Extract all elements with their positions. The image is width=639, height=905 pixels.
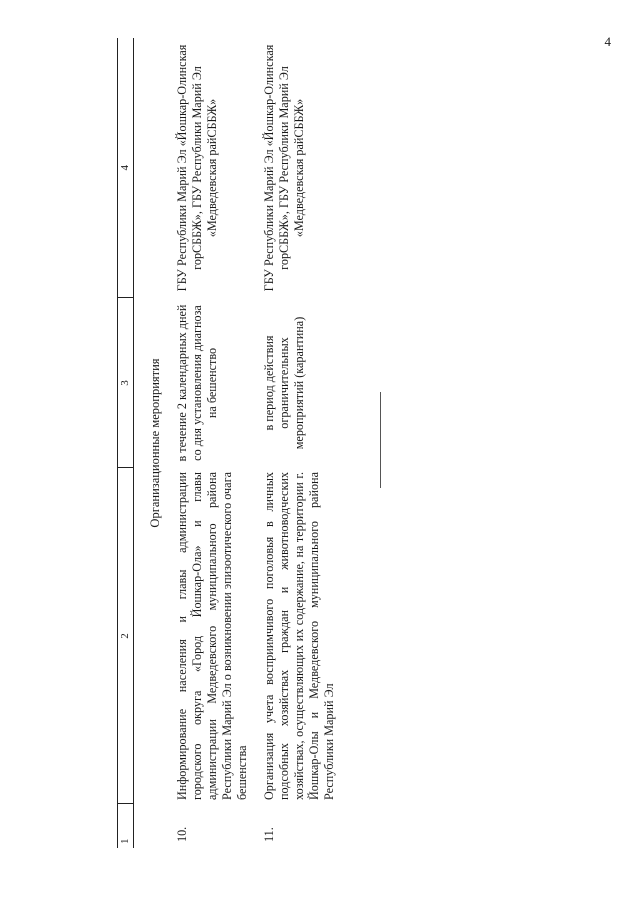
row-number: 10. <box>175 826 189 842</box>
row-responsible: ГБУ Республики Марий Эл «Йошкар-Олинская горСББЖ», ГБУ Республики Марий Эл «Медведевская райСББЖ» <box>262 44 306 292</box>
row-number: 11. <box>262 827 276 842</box>
section-row <box>134 38 176 848</box>
document-table-rotated <box>117 38 347 848</box>
row-action: Организация учета восприимчивого поголовья в личных подсобных хозяйствах граждан и животноводческих хозяйствах, осуществляющих их содержание, на территории г. Йошкар-Олы и Медведевского муниципального района Республики Марий Эл <box>262 472 336 800</box>
table-header-row <box>118 38 134 848</box>
row-deadline: в период действия ограничительных мероприятий (карантина) <box>262 316 306 450</box>
row-responsible: ГБУ Республики Марий Эл «Йошкар-Олинская горСББЖ», ГБУ Республики Марий Эл «Медведевская райСББЖ» <box>175 44 219 292</box>
row-action: Информирование населения и главы администрации городского округа «Город Йошкар-Ола» и главы администрации Медведевского муниципального района Республики Марий Эл о возникновении эпизоотического очага бешенства <box>175 472 249 800</box>
table-row <box>262 38 349 848</box>
row-deadline: в течение 2 календарных дней со дня установления диагноза на бешенство <box>175 304 219 462</box>
measures-table <box>117 38 349 848</box>
end-of-table-rule <box>380 392 381 488</box>
column-header: 2 <box>118 468 134 804</box>
column-header: 1 <box>118 804 134 848</box>
column-header: 4 <box>118 38 134 298</box>
section-title: Организационные мероприятия <box>148 358 162 528</box>
page-number: 4 <box>604 34 611 49</box>
table-row <box>175 38 262 848</box>
column-header: 3 <box>118 298 134 468</box>
